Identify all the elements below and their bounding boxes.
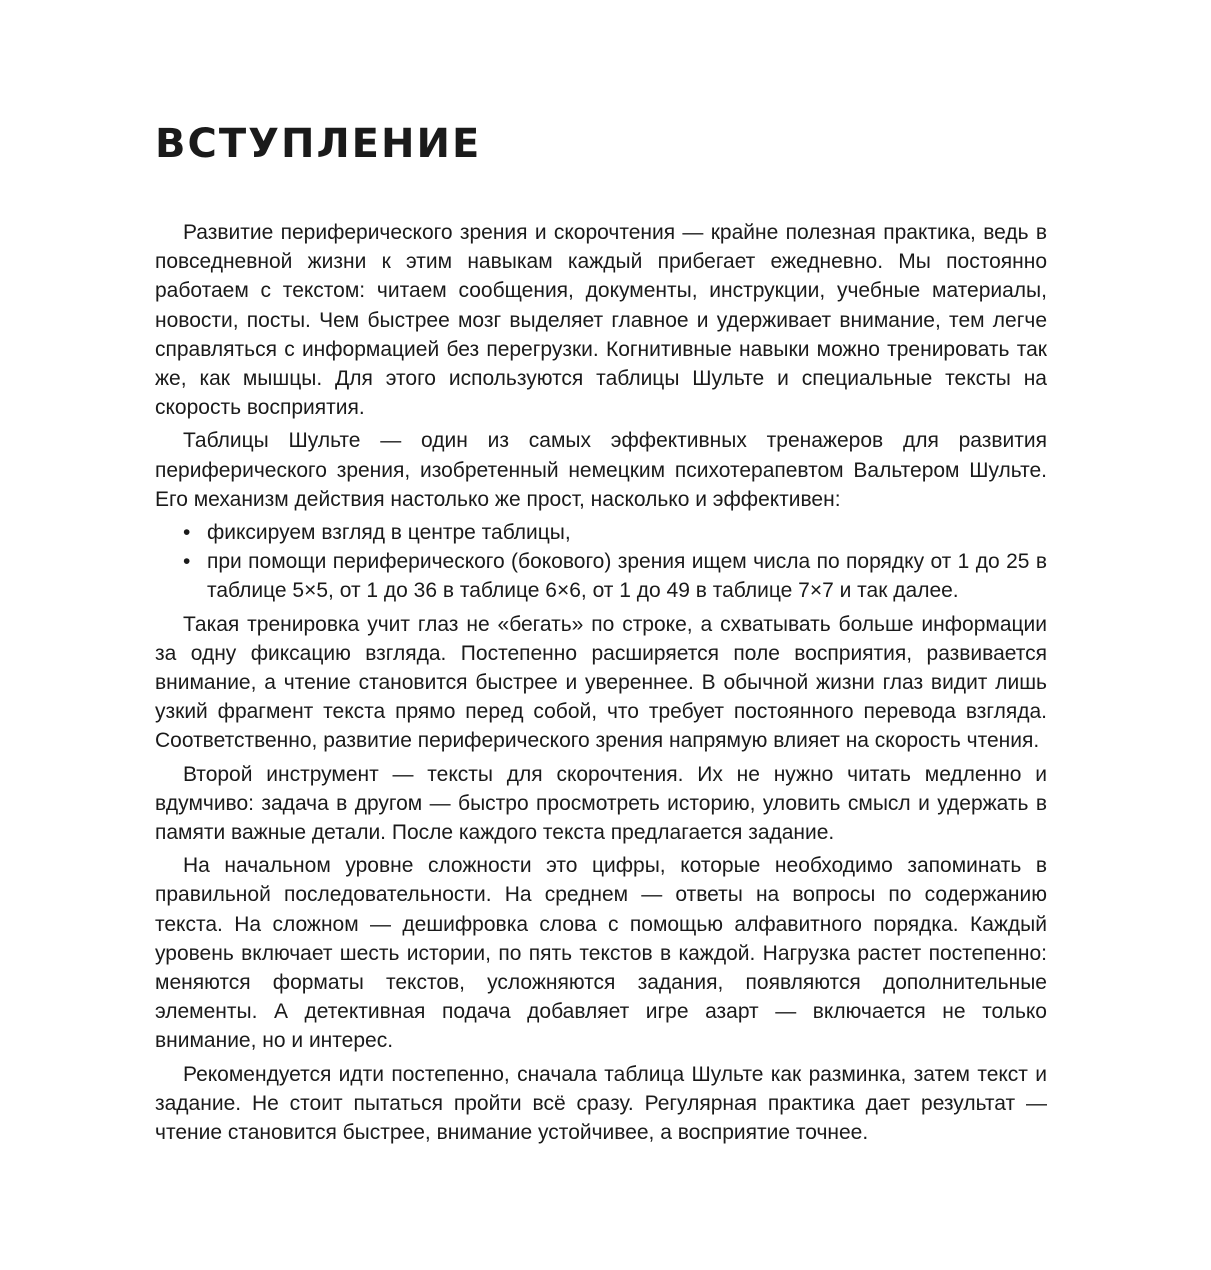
document-page [155, 118, 1047, 1151]
paragraph-schulte-tables: Таблицы Шульте — один из самых эффективных тренажеров для развития периферического зрения, изобретенный немецким психотерапевтом Вальтером Шульте. Его механизм действия настолько же прост, насколько и эффективен: [155, 429, 1047, 511]
list-item-fix-gaze: • фиксируем взгляд в центре таблицы, [183, 518, 1047, 547]
bullet-list [155, 518, 1047, 606]
paragraph-training-effect: Такая тренировка учит глаз не «бегать» по строке, а схватывать больше информации за одну фиксацию взгляда. Постепенно расширяется поле восприятия, развивается внимание, а чтение становится быстрее и увереннее. В обычной жизни глаз видит лишь узкий фрагмент текста прямо перед собой, что требует постоянного перевода взгляда. Соответственно, развитие периферического зрения напрямую влияет на скорость чтения. [155, 612, 1047, 753]
paragraph-speed-reading-texts: Второй инструмент — тексты для скорочтения. Их не нужно читать медленно и вдумчиво: задача в другом — быстро просмотреть историю, уловить смысл и удержать в памяти важные детали. После каждого текста предлагается задание. [155, 762, 1047, 845]
list-item-search-numbers: • при помощи периферического (бокового) зрения ищем числа по порядку от 1 до 25 в таблице 5×5, от 1 до 36 в таблице 6×6, от 1 до 49 в таблице 7×7 и так далее. [183, 547, 1047, 605]
paragraph-intro: Развитие периферического зрения и скорочтения — крайне полезная практика, ведь в повседневной жизни к этим навыкам каждый прибегает ежедневно. Мы постоянно работаем с текстом: читаем сообщения, документы, инструкции, учебные материалы, новости, посты. Чем быстрее мозг выделяет главное и удерживает внимание, тем легче справляться с информацией без перегрузки. Когнитивные навыки можно тренировать так же, как мышцы. Для этого используются таблицы Шульте и специальные тексты на скорость восприятия. [155, 221, 1047, 420]
paragraph-difficulty-levels: На начальном уровне сложности это цифры, которые необходимо запоминать в правильной последовательности. На среднем — ответы на вопросы по содержанию текста. На сложном — дешифровка слова с помощью алфавитного порядка. Каждый уровень включает шесть истории, по пять текстов в каждой. Нагрузка растет постепенно: меняются форматы текстов, усложняются задания, появляются дополнительные элементы. А детективная подача добавляет игре азарт — включается не только внимание, но и интерес. [155, 854, 1047, 1053]
paragraph-recommendation: Рекомендуется идти постепенно, сначала таблица Шульте как разминка, затем текст и задание. Не стоит пытаться пройти всё сразу. Регулярная практика дает результат — чтение становится быстрее, внимание устойчивее, а восприятие точнее. [155, 1062, 1047, 1145]
page-title: ВСТУПЛЕНИЕ [155, 121, 482, 167]
body-text [155, 218, 1047, 1147]
